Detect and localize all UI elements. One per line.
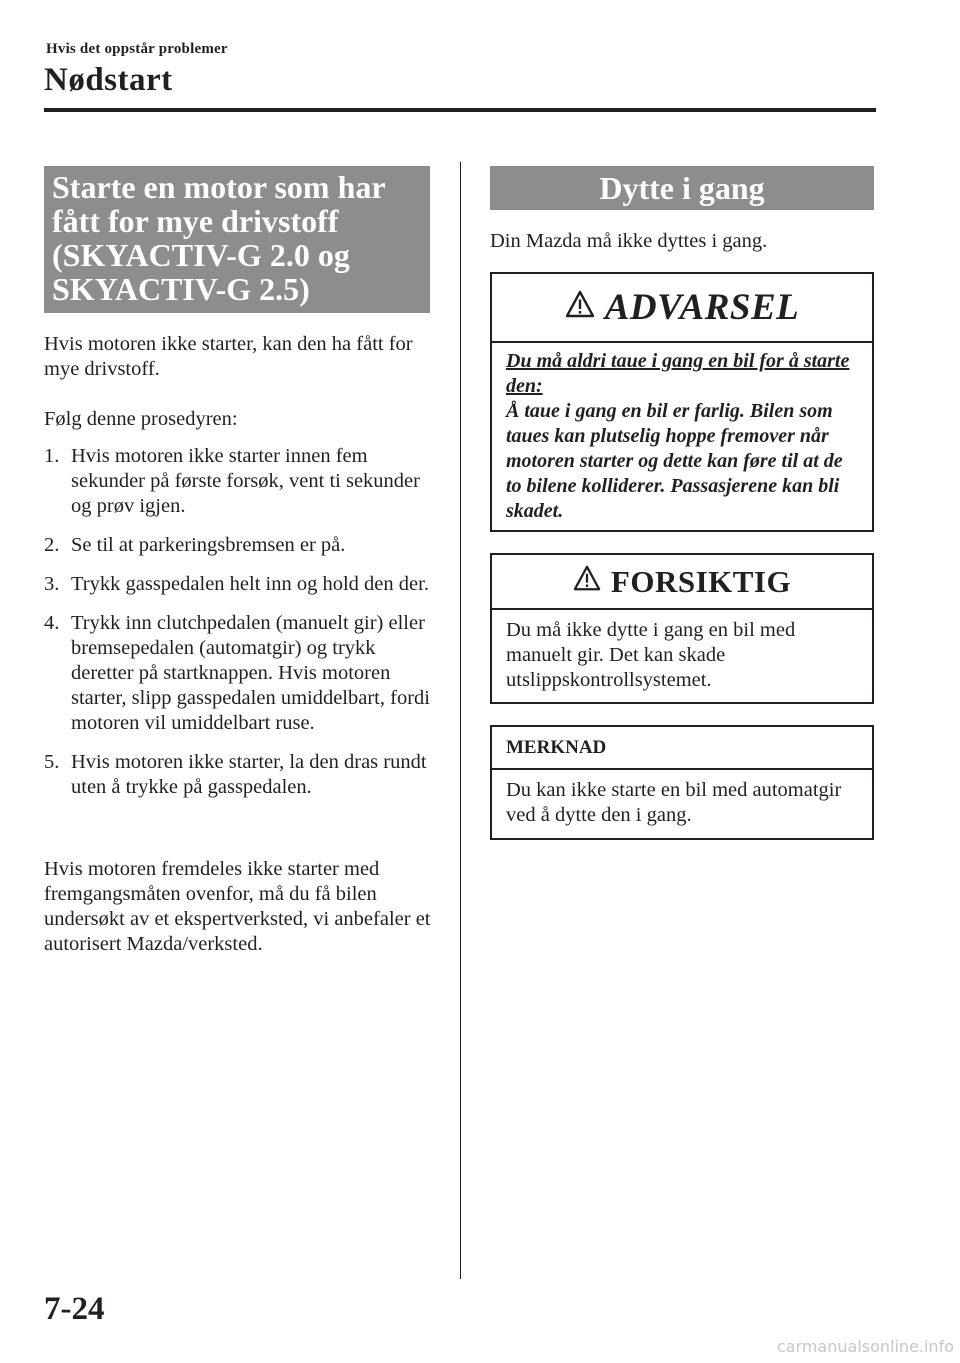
closing-paragraph: Hvis motoren fremdeles ikke starter med fremgangsmåten ovenfor, må du få bilen undersøkt av et ekspertverksted, vi anbefaler et autorisert Mazda/verksted. xyxy=(44,858,431,955)
warning-box xyxy=(490,272,874,532)
list-item xyxy=(44,750,439,800)
step-text: Trykk gasspedalen helt inn og hold den der. xyxy=(71,573,429,595)
caution-label: FORSIKTIG xyxy=(610,563,792,599)
push-start-intro: Din Mazda må ikke dyttes i gang. xyxy=(490,230,768,252)
note-box xyxy=(490,725,874,840)
step-text: Hvis motoren ikke starter, la den dras rundt uten å trykke på gasspedalen. xyxy=(71,751,427,798)
step-number: 2. xyxy=(44,534,60,556)
list-item xyxy=(44,533,439,558)
step-text: Trykk inn clutchpedalen (manuelt gir) eller bremsepedalen (automatgir) og trykk deretter på startknappen. Hvis motoren starter, slipp gasspedalen umiddelbart, fordi motoren vil umiddelbart ruse. xyxy=(71,612,430,734)
step-text: Hvis motoren ikke starter innen fem sekunder på første forsøk, vent ti sekunder og prøv igjen. xyxy=(71,445,420,517)
caution-header xyxy=(492,555,872,610)
list-item xyxy=(44,611,439,736)
chapter-label: Hvis det oppstår problemer xyxy=(46,41,228,57)
heading-line: Starte en motor som har xyxy=(52,169,386,205)
page-number: 7-24 xyxy=(44,1291,105,1327)
warning-body xyxy=(492,343,872,524)
section-heading-push-start: Dytte i gang xyxy=(490,166,874,210)
heading-line: (SKYACTIV-G 2.0 og xyxy=(52,237,350,273)
step-number: 1. xyxy=(44,445,60,467)
note-header: MERKNAD xyxy=(492,727,872,770)
caution-box xyxy=(490,553,874,704)
warning-text: Å taue i gang en bil er farlig. Bilen som taues kan plutselig hoppe fremover når motoren starter og dette kan føre til at de to bilene kolliderer. Passasjerene kan bli skadet. xyxy=(506,400,843,522)
page-title: Nødstart xyxy=(44,62,173,98)
procedure-steps xyxy=(44,444,439,814)
step-number: 3. xyxy=(44,573,60,595)
column-divider xyxy=(460,162,461,1279)
caution-text: Du må ikke dytte i gang en bil med manuelt gir. Det kan skade utslippskontrollsystemet. xyxy=(506,619,796,691)
heading-line: SKYACTIV-G 2.5) xyxy=(52,271,310,307)
heading-line: fått for mye drivstoff xyxy=(52,203,339,239)
step-text: Se til at parkeringsbremsen er på. xyxy=(71,534,346,556)
warning-triangle-icon xyxy=(573,564,601,600)
step-number: 5. xyxy=(44,751,60,773)
procedure-intro: Følg denne prosedyren: xyxy=(44,408,238,430)
intro-paragraph: Hvis motoren ikke starter, kan den ha fått for mye drivstoff. xyxy=(44,333,413,380)
warning-triangle-icon xyxy=(565,286,595,329)
warning-header xyxy=(492,274,872,343)
warning-label: ADVARSEL xyxy=(604,287,800,328)
warning-title: Du må aldri taue i gang en bil for å starte den: xyxy=(506,350,850,397)
section-heading-flooded-engine xyxy=(44,166,430,313)
list-item xyxy=(44,572,439,597)
watermark: carmanualsonline.info xyxy=(776,1337,954,1356)
step-number: 4. xyxy=(44,612,60,634)
list-item xyxy=(44,444,439,519)
note-text: Du kan ikke starte en bil med automatgir ved å dytte den i gang. xyxy=(506,779,842,826)
title-rule xyxy=(44,108,876,112)
